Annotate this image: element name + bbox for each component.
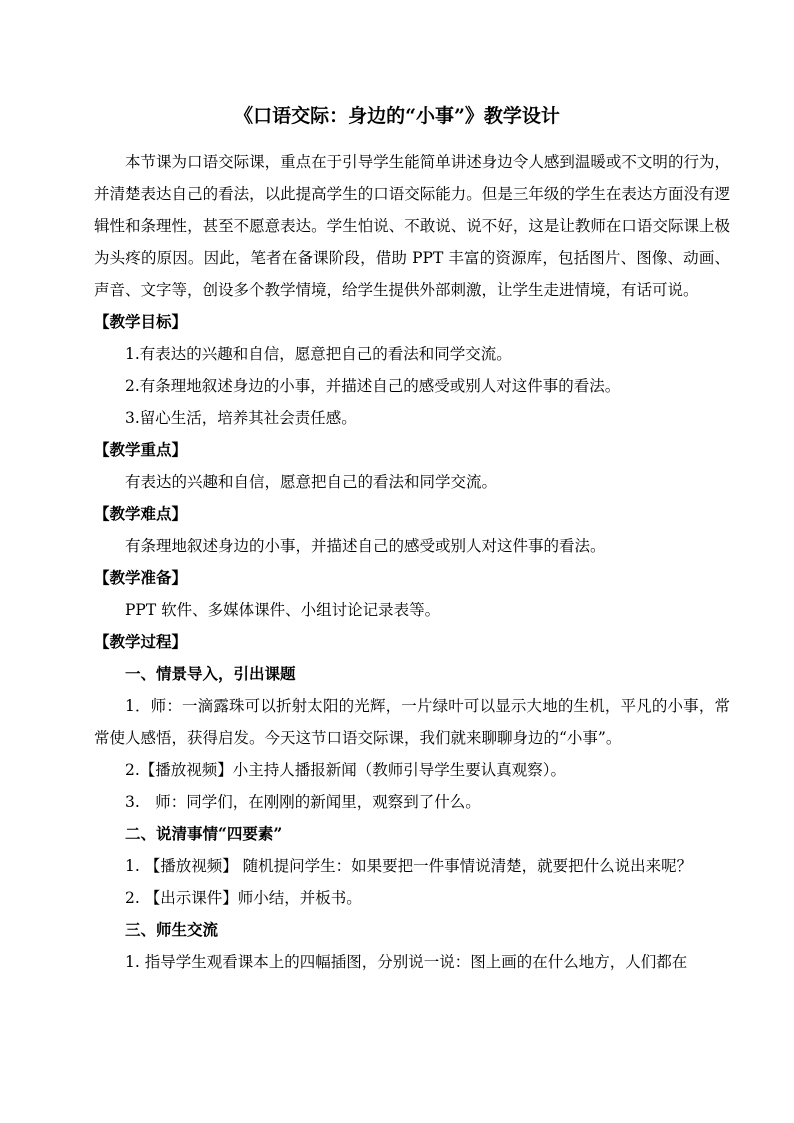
difficulties-heading: 【教学难点】	[94, 504, 188, 523]
key-points-text: 有表达的兴趣和自信，愿意把自己的看法和同学交流。	[125, 473, 498, 491]
process-heading: 【教学过程】	[94, 632, 188, 651]
objectives-heading: 【教学目标】	[94, 312, 188, 331]
intro-paragraph: 本节课为口语交际课，重点在于引导学生能简单讲述身边令人感到温暖或不文明的行为，并清楚表达自己的看法，以此提高学生的口语交际能力。但是三年级的学生在表达方面没有逻辑性和条理性，甚至不愿意表达。学生怕说、不敢说、说不好，这是让教师在口语交际课上极为头疼的原因。因此，笔者在备课阶段，借助 PPT 丰富的资源库，包括图片、图像、动画、声音、文字等，创设多个教学情境，给学生提供外部刺激，让学生走进情境，有话可说。	[94, 153, 730, 299]
section1-item2: 2.【播放视频】小主持人播报新闻（教师引导学生要认真观察）。	[125, 761, 567, 779]
objective-item: 1.有表达的兴趣和自信，愿意把自己的看法和同学交流。	[125, 345, 512, 363]
difficulties-text: 有条理地叙述身边的小事，并描述自己的感受或别人对这件事的看法。	[125, 537, 606, 555]
document-title: 《口语交际：身边的“小事”》教学设计	[234, 105, 560, 127]
section3-item1: 1. 指导学生观看课本上的四幅插图，分别说一说：图上画的在什么地方，人们都在	[125, 953, 688, 971]
key-points-heading: 【教学重点】	[94, 440, 188, 459]
objective-item: 3.留心生活，培养其社会责任感。	[125, 409, 357, 427]
section2-item2: 2. 【出示课件】师小结，并板书。	[125, 889, 362, 907]
section2-item1: 1. 【播放视频】 随机提问学生：如果要把一件事情说清楚，就要把什么说出来呢？	[125, 857, 693, 875]
section1-heading: 一、情景导入，引出课题	[125, 664, 296, 683]
document-body	[94, 146, 730, 978]
preparation-text: PPT 软件、多媒体课件、小组讨论记录表等。	[125, 601, 441, 619]
section1-item3: 3. 师：同学们，在刚刚的新闻里，观察到了什么。	[125, 793, 481, 811]
section1-item1: 1．师：一滴露珠可以折射太阳的光辉，一片绿叶可以显示大地的生机，平凡的小事，常常使人感悟，获得启发。今天这节口语交际课，我们就来聊聊身边的“小事”。	[94, 697, 730, 747]
section3-heading: 三、师生交流	[125, 920, 219, 939]
preparation-heading: 【教学准备】	[94, 568, 188, 587]
objective-item: 2.有条理地叙述身边的小事，并描述自己的感受或别人对这件事的看法。	[125, 377, 621, 395]
section2-heading: 二、说清事情“四要素”	[125, 824, 283, 843]
